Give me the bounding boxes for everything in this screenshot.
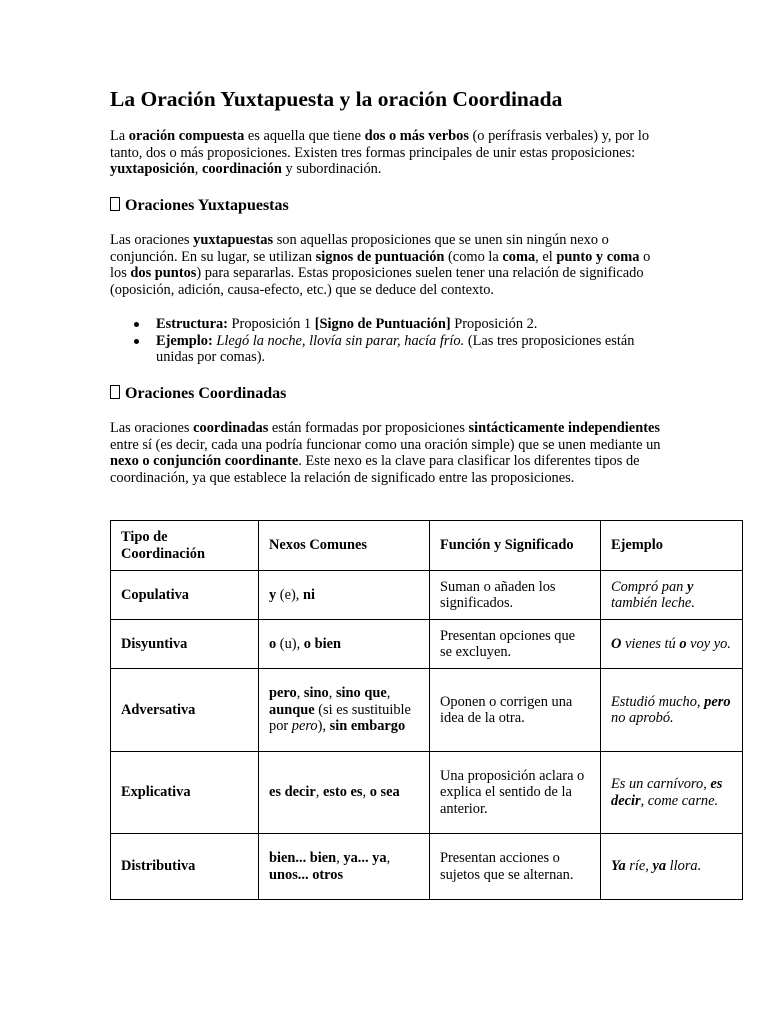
bold-run: esto es bbox=[322, 784, 363, 801]
cell-tipo bbox=[111, 620, 259, 669]
table-header-row bbox=[111, 521, 743, 571]
cell-ejemplo bbox=[601, 834, 743, 900]
cell-funcion bbox=[430, 669, 601, 752]
header-label: Tipo de Coordinación bbox=[121, 529, 205, 562]
cell-tipo bbox=[111, 669, 259, 752]
coordination-type-label: Copulativa bbox=[121, 586, 189, 603]
italic-run: Llegó la noche, llovía sin parar, hacía frío. bbox=[216, 332, 465, 349]
italic-run: no aprobó. bbox=[611, 710, 674, 726]
text-run: (si es sustituible por bbox=[269, 701, 411, 735]
cell-nexos bbox=[259, 571, 430, 620]
text-run: o los bbox=[110, 248, 651, 281]
bold-run: coordinadas bbox=[193, 420, 269, 436]
coordination-type-label: Distributiva bbox=[121, 858, 196, 875]
bold-run: Estructura: bbox=[156, 316, 228, 332]
cell-tipo bbox=[111, 752, 259, 834]
italic-run: Es un carnívoro, bbox=[611, 776, 711, 792]
text-run: , el bbox=[535, 248, 557, 265]
bold-run: ya... ya bbox=[343, 850, 387, 866]
table-header-cell bbox=[259, 521, 430, 571]
bold-run: o sea bbox=[369, 784, 400, 801]
intro-paragraph bbox=[110, 128, 666, 178]
cell-tipo bbox=[111, 834, 259, 900]
cell-nexos bbox=[259, 834, 430, 900]
function-text: Oponen o corrigen una idea de la otra. bbox=[440, 693, 573, 726]
bold-run: bien... bien bbox=[269, 850, 337, 866]
italic-run: voy yo. bbox=[686, 635, 731, 652]
bold-run: yuxtapuestas bbox=[193, 232, 274, 248]
bold-italic-run: Ya bbox=[611, 858, 626, 875]
bold-run: dos o más verbos bbox=[364, 128, 469, 144]
text-run: , bbox=[328, 685, 336, 702]
text-run: están formadas por proposiciones bbox=[268, 420, 469, 436]
italic-run: Estudió mucho, bbox=[611, 693, 705, 710]
bold-run: sino que bbox=[335, 685, 387, 702]
bold-run: o bbox=[269, 635, 277, 652]
function-text: Presentan acciones o sujetos que se alternan. bbox=[440, 850, 574, 883]
table-header-cell bbox=[111, 521, 259, 571]
function-text: Presentan opciones que se excluyen. bbox=[440, 627, 576, 660]
section-heading-yuxtapuestas bbox=[110, 196, 289, 216]
bullet-icon bbox=[134, 322, 139, 327]
bold-run: aunque bbox=[269, 701, 315, 718]
italic-run: , come carne. bbox=[640, 792, 719, 809]
text-run: , bbox=[194, 161, 202, 177]
text-run: Proposición 2. bbox=[450, 316, 538, 332]
cell-nexos bbox=[259, 620, 430, 669]
table-body bbox=[111, 571, 743, 900]
text-run: , bbox=[315, 784, 323, 801]
text-run: (e), bbox=[276, 586, 303, 603]
text-run: ) para separarlas. Estas proposiciones suelen tener una relación de significado (oposición, adición, causa-efecto, etc.) que se deduce del contexto. bbox=[110, 265, 644, 298]
text-run: es aquella que tiene bbox=[244, 128, 365, 144]
cell-ejemplo bbox=[601, 620, 743, 669]
italic-run: ríe, bbox=[625, 858, 653, 875]
cell-ejemplo bbox=[601, 669, 743, 752]
bold-run: signos de puntuación bbox=[315, 248, 445, 265]
bold-italic-run: O bbox=[611, 635, 622, 652]
bold-run: sino bbox=[303, 685, 329, 702]
text-run: (Las tres proposiciones están unidas por comas). bbox=[156, 332, 635, 365]
cell-nexos bbox=[259, 752, 430, 834]
header-label: Nexos Comunes bbox=[269, 537, 367, 554]
bold-italic-run: ya bbox=[652, 858, 667, 875]
bold-run: es decir bbox=[269, 784, 316, 801]
bold-run: coma bbox=[502, 248, 536, 265]
bold-run: coordinación bbox=[201, 161, 282, 177]
cell-ejemplo bbox=[601, 752, 743, 834]
text-run: (o perífrasis verbales) y, por lo tanto, dos o más proposiciones. Existen tres formas principales de unir estas proposiciones: bbox=[110, 128, 650, 161]
bold-italic-run: y bbox=[686, 578, 694, 595]
page-title: La Oración Yuxtapuesta y la oración Coordinada bbox=[110, 87, 563, 111]
section-heading-coordinadas bbox=[110, 384, 286, 404]
bullet-icon bbox=[134, 339, 139, 344]
table-row bbox=[111, 669, 743, 752]
text-run: , bbox=[296, 685, 304, 702]
checkbox-glyph-icon bbox=[110, 197, 120, 211]
coordinadas-paragraph bbox=[110, 420, 666, 486]
text-run: ), bbox=[317, 718, 330, 735]
table-header-cell bbox=[601, 521, 743, 571]
bold-run: dos puntos bbox=[130, 265, 197, 281]
text-run: La bbox=[110, 128, 129, 144]
bold-italic-run: es decir bbox=[611, 776, 723, 809]
cell-nexos bbox=[259, 669, 430, 752]
bold-run: [Signo de Puntuación] bbox=[314, 316, 451, 332]
bold-run: o bien bbox=[303, 635, 341, 652]
coordination-type-label: Explicativa bbox=[121, 784, 191, 801]
text-run: son aquellas proposiciones que se unen sin ningún nexo o conjunción. En su lugar, se utilizan bbox=[110, 232, 609, 265]
bold-run: ni bbox=[302, 586, 315, 603]
function-text: Una proposición aclara o explica el sentido de la anterior. bbox=[440, 767, 585, 817]
cell-ejemplo bbox=[601, 571, 743, 620]
bold-run: unos... otros bbox=[269, 866, 344, 883]
bold-italic-run: pero bbox=[704, 693, 731, 710]
bold-run: pero bbox=[269, 685, 297, 702]
section-heading-label: Oraciones Yuxtapuestas bbox=[125, 197, 289, 214]
text-run: Las oraciones bbox=[110, 232, 194, 248]
bold-run: oración compuesta bbox=[128, 128, 245, 144]
header-label: Función y Significado bbox=[440, 537, 574, 554]
cell-funcion bbox=[430, 752, 601, 834]
text-run: (u), bbox=[276, 635, 304, 652]
text-run: , bbox=[386, 685, 391, 702]
table-row bbox=[111, 571, 743, 620]
italic-run: Compró pan bbox=[611, 578, 687, 595]
checkbox-glyph-icon bbox=[110, 385, 120, 399]
coordination-table bbox=[110, 520, 743, 900]
table-row bbox=[111, 834, 743, 900]
list-item-estructura bbox=[110, 316, 666, 333]
text-run: Proposición 1 bbox=[227, 316, 315, 332]
text-run: , bbox=[362, 784, 370, 801]
table-row bbox=[111, 752, 743, 834]
table-header-cell bbox=[430, 521, 601, 571]
text-run: Las oraciones bbox=[110, 420, 194, 436]
text-run: , bbox=[336, 850, 344, 866]
list-item-ejemplo bbox=[110, 333, 666, 366]
header-label: Ejemplo bbox=[611, 537, 663, 554]
bold-run: Ejemplo: bbox=[156, 332, 213, 349]
text-run: y subordinación. bbox=[281, 161, 382, 177]
section-heading-label: Oraciones Coordinadas bbox=[125, 385, 287, 402]
bold-run: yuxtaposición bbox=[110, 161, 195, 177]
bold-run: punto y coma bbox=[556, 248, 640, 265]
bold-run: nexo o conjunción coordinante bbox=[110, 453, 299, 469]
bold-run: sintácticamente independientes bbox=[468, 420, 660, 436]
italic-run: llora. bbox=[666, 858, 702, 875]
italic-run: vienes tú bbox=[621, 635, 680, 652]
yuxtapuestas-bullet-list bbox=[110, 316, 666, 366]
cell-funcion bbox=[430, 620, 601, 669]
table-row bbox=[111, 620, 743, 669]
text-run: , bbox=[386, 850, 391, 866]
italic-run: también leche. bbox=[611, 595, 695, 611]
cell-tipo bbox=[111, 571, 259, 620]
cell-funcion bbox=[430, 571, 601, 620]
text-run: (como la bbox=[444, 248, 503, 265]
yuxtapuestas-paragraph bbox=[110, 232, 666, 298]
text-run: . Este nexo es la clave para clasificar los diferentes tipos de coordinación, ya que establece la relación de significado entre las proposiciones. bbox=[110, 453, 640, 486]
text-run: entre sí (es decir, cada una podría funcionar como una oración simple) que se unen mediante un bbox=[110, 436, 661, 453]
bold-run: sin embargo bbox=[329, 718, 406, 735]
bold-run: y bbox=[269, 586, 277, 603]
bold-italic-run: o bbox=[679, 635, 687, 652]
coordination-type-label: Disyuntiva bbox=[121, 635, 188, 652]
italic-run: pero bbox=[291, 718, 318, 735]
function-text: Suman o añaden los significados. bbox=[440, 578, 556, 611]
cell-funcion bbox=[430, 834, 601, 900]
coordination-type-label: Adversativa bbox=[121, 701, 196, 718]
